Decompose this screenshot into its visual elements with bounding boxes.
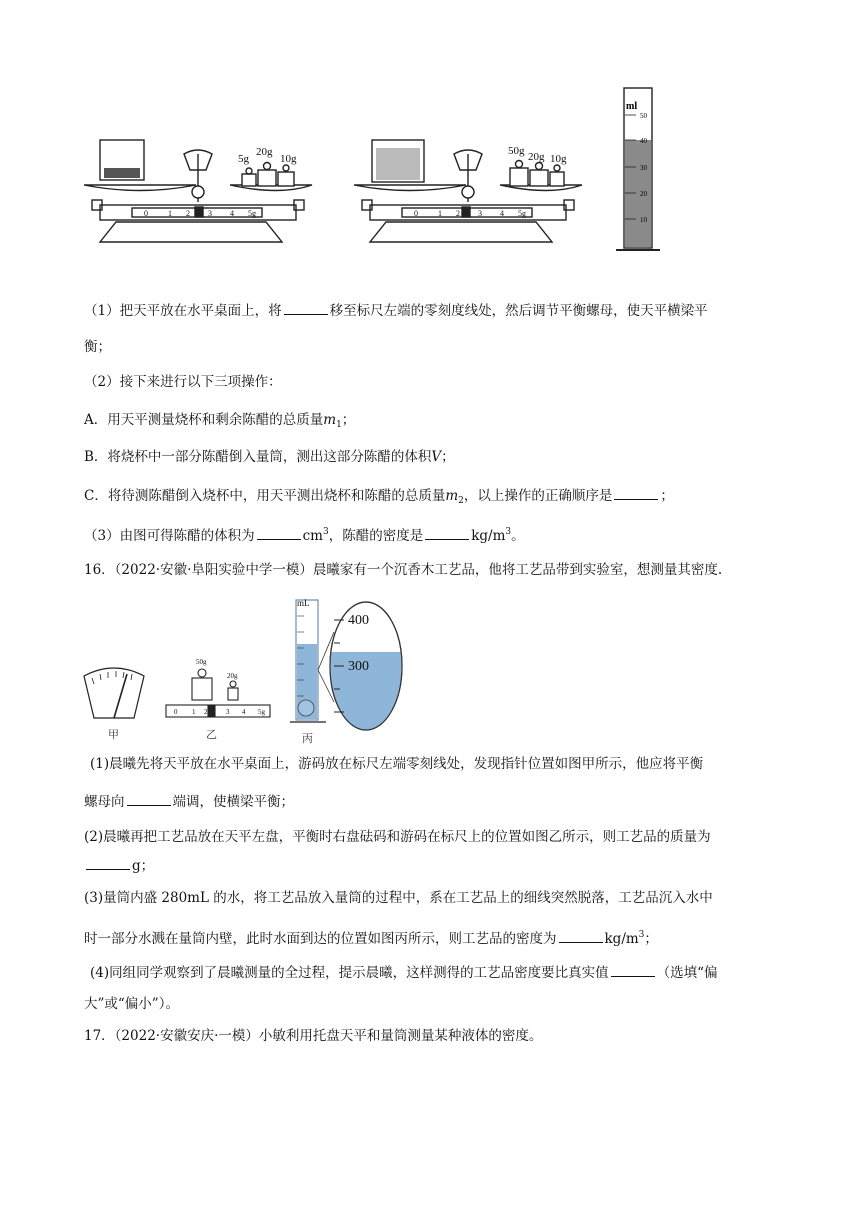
tick-label: 2 [456,209,460,218]
q16-part3-cont: 时一部分水溅在量筒内壁，此时水面到达的位置如图丙所示，则工艺品的密度为 $kg/m^3$； [84,930,658,947]
tick-label: 4 [242,708,246,716]
tick-label: 50 [640,112,647,120]
answer-blank[interactable] [559,928,603,943]
q16-part2: (2)晨曦再把工艺品放在天平左盘，平衡时右盘砝码和游码在标尺上的位置如图乙所示，则工艺品的质量为 [84,829,711,845]
q16-part1: (1)晨曦先将天平放在水平桌面上，游码放在标尺左端零刻线处，发现指针位置如图甲所示，他应将平衡 [90,756,704,772]
tick-label: 40 [640,137,647,145]
tick-label: 30 [640,164,647,172]
q15-part2: （2）接下来进行以下三项操作： [84,374,282,390]
tick-label: 4 [500,209,504,218]
balance-2 [354,140,582,242]
tick-label: 5g [258,708,265,716]
q16-part1-cont: 螺母向 端调，使横梁平衡； [84,791,294,812]
weight-label: 20g [227,672,238,680]
q15-part3: （3）由图可得陈醋的体积为 $cm^3$，陈醋的密度是 $kg/m^3$。 [84,527,525,544]
tick-label: 10 [640,216,647,224]
q16-part3: (3)量筒内盛 280mL 的水，将工艺品放入量筒的过程中，系在工艺品上的细线突然脱落，工艺品沉入水中 [84,890,713,906]
q15-part1: （1）把天平放在水平桌面上，将 移至标尺左端的零刻度线处，然后调节平衡螺母，使天平横梁平 [84,300,708,321]
q15-option-b: B．将烧杯中一部分陈醋倒入量筒，测出这部分陈醋的体积V； [84,449,455,465]
tick-label: 0 [174,708,178,716]
cylinder-unit: ml [626,101,638,112]
tick-label: 0 [414,209,418,218]
answer-blank[interactable] [127,791,171,806]
tick-label: 4 [230,209,234,218]
tick-label: 1 [438,209,442,218]
tick-label: 5g [248,209,256,218]
tick-label: 20 [640,190,647,198]
answer-blank[interactable] [425,525,469,540]
q16-part4: (4)同组同学观察到了晨曦测量的全过程，提示晨曦，这样测得的工艺品密度要比真实值 （选填“偏 [90,962,718,983]
answer-blank[interactable] [614,485,658,500]
zoom-tick-300: 300 [348,659,369,674]
weight-label: 20g [256,146,273,158]
tick-label: 1 [168,209,172,218]
answer-blank[interactable] [257,525,301,540]
figure-q16 [80,592,460,748]
q15-part1-cont: 衡； [84,339,111,355]
weight-label: 10g [550,153,567,165]
zoom-tick-400: 400 [348,613,369,628]
answer-blank[interactable] [86,855,130,870]
q15-option-c: C．将待测陈醋倒入烧杯中，用天平测出烧杯和陈醋的总质量$m_2$，以上操作的正确顺序是 ； [84,485,674,511]
tick-label: 5g [518,209,526,218]
tick-label: 3 [226,708,230,716]
pointer-dial [84,668,144,718]
cylinder-unit: mL [297,598,310,608]
figure-label-jia: 甲 [108,729,119,741]
q15-option-a: A．用天平测量烧杯和剩余陈醋的总质量$m_1$； [84,412,356,430]
tick-label: 2 [186,209,190,218]
tick-label: 2 [204,708,208,716]
q16-part4-cont: 大”或“偏小”）。 [84,996,179,1012]
tick-label: 1 [192,708,196,716]
cylinder-with-zoom [290,598,402,730]
tick-label: 3 [478,209,482,218]
weight-label: 50g [508,145,525,157]
q17-title: 17．（2022·安徽安庆·一模）小敏利用托盘天平和量筒测量某种液体的密度。 [84,1028,543,1044]
graduated-cylinder [616,88,660,250]
q16-title: 16．（2022·安徽·阜阳实验中学一模）晨曦家有一个沉香木工艺品，他将工艺品带到实验室，想测量其密度. [84,562,723,578]
weight-label: 50g [196,658,207,666]
weight-label: 20g [528,151,545,163]
weight-label: 5g [238,153,249,165]
answer-blank[interactable] [284,300,328,315]
figure-label-yi: 乙 [206,729,217,741]
q16-part2-cont: g； [84,855,154,876]
weight-label: 10g [280,153,297,165]
answer-blank[interactable] [611,962,655,977]
tick-label: 3 [208,209,212,218]
figure-balances-cylinder [80,82,700,262]
balance-1 [84,140,312,242]
weights-and-scale [166,669,270,717]
tick-label: 0 [144,209,148,218]
figure-label-bing: 丙 [302,733,313,745]
